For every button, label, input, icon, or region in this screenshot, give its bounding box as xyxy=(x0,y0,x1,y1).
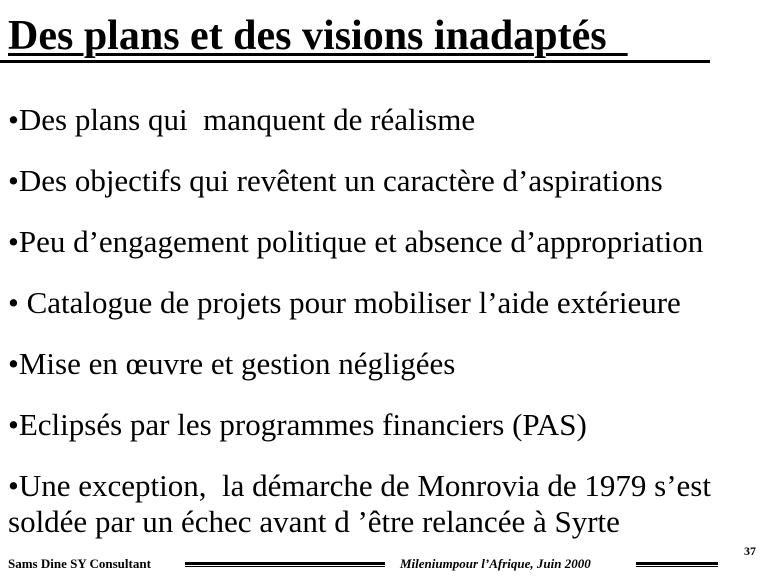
bullet-list xyxy=(8,102,768,540)
footer-divider-right xyxy=(636,562,718,567)
bullet-item: •Une exception, la démarche de Monrovia de 1979 s’est soldée par un échec avant d ’être relancée à Syrte xyxy=(8,468,711,539)
bullet-item: • Catalogue de projets pour mobiliser l’aide extérieure xyxy=(8,285,681,320)
slide-title: Des plans et des visions inadaptés xyxy=(8,13,628,59)
bullet-item: •Des objectifs qui revêtent un caractère d’aspirations xyxy=(8,163,663,198)
footer-author: Sams Dine SY Consultant xyxy=(8,556,151,571)
bullet-item: •Mise en œuvre et gestion négligées xyxy=(8,346,456,381)
slide-footer xyxy=(0,554,768,576)
bullet-item: •Eclipsés par les programmes financiers (PAS) xyxy=(8,407,587,442)
footer-divider-left xyxy=(185,562,385,567)
bullet-item: •Des plans qui manquent de réalisme xyxy=(8,102,476,137)
bullet-item: •Peu d’engagement politique et absence d’appropriation xyxy=(8,224,704,259)
page-number: 37 xyxy=(744,544,756,558)
title-underline-rule xyxy=(0,60,710,63)
footer-event: Mileniumpour l’Afrique, Juin 2000 xyxy=(400,556,591,571)
